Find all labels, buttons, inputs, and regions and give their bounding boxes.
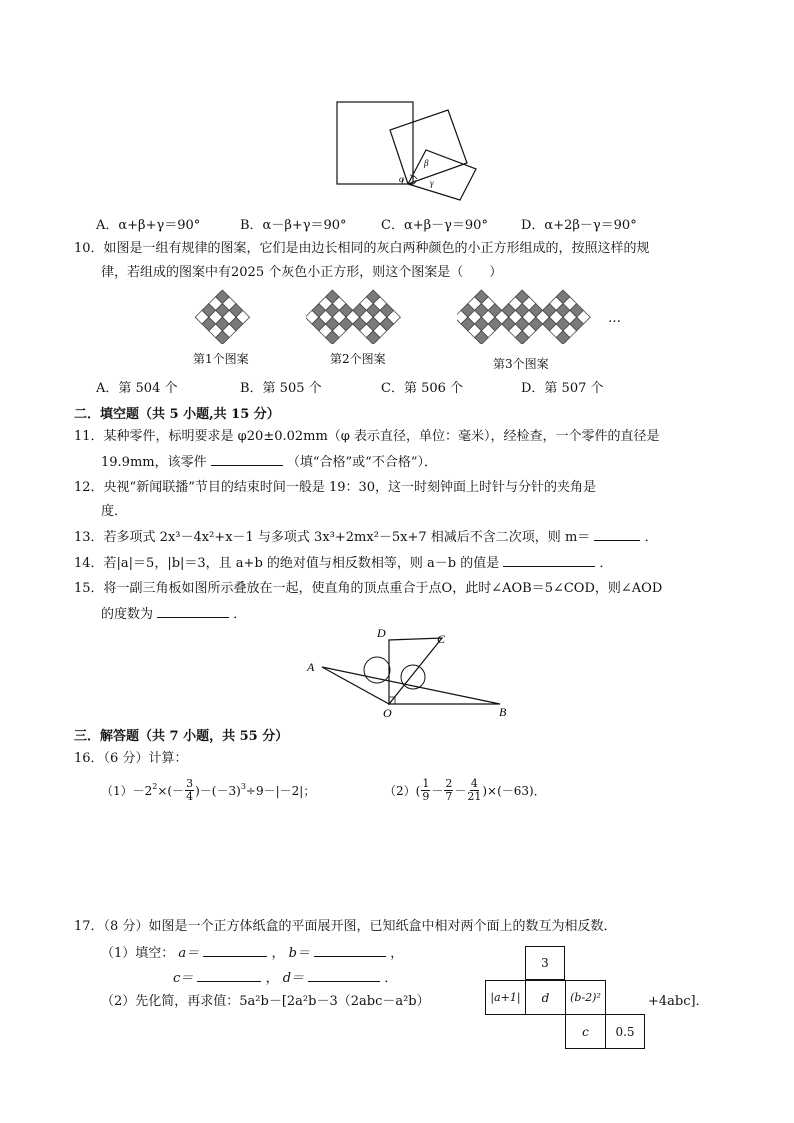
q16-p1-tail: ÷9－|－2|； <box>245 783 316 798</box>
q15-triangles-figure <box>300 624 520 720</box>
q10-option-b: B．第 505 个 <box>240 381 322 396</box>
q17-fill-label: （1）填空： <box>101 946 175 961</box>
q16-p1-exponent2: 3 <box>240 781 246 791</box>
q10-option-c: C．第 506 个 <box>381 381 464 396</box>
q9-option-c: C．α+β－γ＝90° <box>381 218 488 233</box>
q13-text <box>74 528 658 547</box>
q14-end: ． <box>599 556 613 571</box>
q16-p1-exponent: 2 <box>152 781 158 791</box>
q17-d-blank[interactable] <box>308 969 380 982</box>
q10-caption-2: 第2个图案 <box>330 352 386 366</box>
q11-text-part2: （填“合格”或“不合格”）． <box>286 455 437 470</box>
q16-p2-fraction1 <box>421 778 430 803</box>
q14-stem: 14．若|a|＝5，|b|＝3，且 a+b 的绝对值与相反数相等，则 a－b 的值是 <box>74 556 500 571</box>
q15-circle-left <box>364 657 390 683</box>
q15-text-line2 <box>101 605 246 624</box>
section-3-heading: 三．解答题（共 7 小题，共 55 分） <box>74 729 289 744</box>
q11-text-line1: 11．某种零件，标明要求是 φ20±0.02mm（φ 表示直径，单位：毫米），经检查，一个零件的直径是 <box>74 429 660 444</box>
q16-p1-after: )－(－3) <box>195 783 241 798</box>
net-cell-center: d <box>525 980 566 1015</box>
q16-p2-f3-num: 4 <box>470 777 478 790</box>
q16-part2 <box>384 778 546 803</box>
q15-label-c: C <box>437 632 446 646</box>
q16-p2-minus1: － <box>431 783 444 798</box>
q15-label-o: O <box>383 706 392 720</box>
q16-p1-denominator: 4 <box>186 790 194 803</box>
q10-pattern-3 <box>457 286 597 348</box>
q16-p2-f1-num: 1 <box>422 777 430 790</box>
q16-p2-f1-den: 9 <box>422 790 430 803</box>
q15-label-d: D <box>377 626 386 640</box>
q14-answer-blank[interactable] <box>503 554 595 567</box>
q16-p1-label: （1）－2 <box>101 783 153 798</box>
q10-option-a: A．第 504 个 <box>96 381 178 396</box>
q9-big-square <box>337 102 413 184</box>
q17-c-label: c＝ <box>173 971 194 986</box>
q16-part1 <box>101 778 315 803</box>
q16-p2-tail: )×(－63)． <box>482 783 546 798</box>
q11-text-line2 <box>101 453 437 472</box>
q10-option-d: D．第 507 个 <box>521 381 604 396</box>
q16-p2-minus2: － <box>454 783 467 798</box>
q16-p1-numerator: 3 <box>186 777 194 790</box>
net-cell-right: (b-2)² <box>565 980 606 1015</box>
q16-p2-fraction2 <box>444 778 453 803</box>
q16-p2-f2-num: 2 <box>445 777 453 790</box>
q13-end: ． <box>644 530 658 545</box>
q17-comma1: ， <box>271 946 285 961</box>
q12-text-line1: 12．央视“新闻联播”节目的结束时间一般是 19：30，这一时刻钟面上时针与分针的夹角是 <box>74 480 597 495</box>
q17-part2-end: +4abc]． <box>648 994 709 1009</box>
q17-b-blank[interactable] <box>314 944 386 957</box>
q15-label-a: A <box>307 660 315 674</box>
q10-ellipsis: … <box>608 311 621 326</box>
q17-fill-row1 <box>101 944 403 963</box>
q16-p2-f2-den: 7 <box>445 790 453 803</box>
q17-a-label: a＝ <box>178 946 200 961</box>
q17-fill-row2 <box>173 969 397 988</box>
q16-p2-label: （2）( <box>384 783 421 798</box>
q9-option-d: D．α+2β－γ＝90° <box>521 218 637 233</box>
net-cell-left: |a+1| <box>485 980 526 1015</box>
net-cell-top: 3 <box>525 946 565 980</box>
q16-p1-fraction <box>185 778 194 803</box>
q17-period: ． <box>384 971 398 986</box>
q15-text-part2: ． <box>233 607 247 622</box>
net-cell-bottom: c <box>565 1014 606 1049</box>
q17-cube-net <box>485 946 647 1050</box>
q10-caption-3: 第3个图案 <box>493 357 549 371</box>
q13-answer-blank[interactable] <box>594 528 640 541</box>
q17-d-label: d＝ <box>282 971 305 986</box>
q15-triangle-doc <box>389 638 442 704</box>
q10-text-line1: 10．如图是一组有规律的图案，它们是由边长相同的灰白两种颜色的小正方形组成的，按照这样的规 <box>74 241 650 256</box>
q15-text-part1: 的度数为 <box>101 607 154 622</box>
q9-small-square <box>408 150 476 200</box>
net-cell-far: 0.5 <box>605 1014 645 1049</box>
q11-text-part1: 19.9mm，该零件 <box>101 455 207 470</box>
q11-answer-blank[interactable] <box>211 453 283 466</box>
q17-text-line1: 17．（8 分）如图是一个正方体纸盒的平面展开图，已知纸盒中相对两个面上的数互为相反数． <box>74 919 617 934</box>
q15-label-b: B <box>499 705 507 719</box>
q9-squares-figure <box>330 96 490 216</box>
q16-heading: 16．（6 分）计算： <box>74 751 188 766</box>
q17-c-blank[interactable] <box>197 969 261 982</box>
q17-comma3: ， <box>265 971 279 986</box>
q9-alpha-label: α <box>399 174 404 184</box>
q10-pattern-2 <box>306 286 406 348</box>
q10-pattern-1 <box>194 286 252 348</box>
q17-a-blank[interactable] <box>203 944 267 957</box>
q14-text <box>74 554 613 573</box>
q12-text-line2: 度． <box>101 504 128 519</box>
q9-option-b: B．α－β+γ＝90° <box>240 218 347 233</box>
q9-beta-label: β <box>424 158 429 168</box>
q17-comma2: ， <box>390 946 404 961</box>
q9-option-a: A．α+β+γ＝90° <box>96 218 201 233</box>
q13-stem: 13．若多项式 2x³－4x²+x－1 与多项式 3x³+2mx²－5x+7 相减后不含二次项，则 m＝ <box>74 530 591 545</box>
q10-text-line2: 律，若组成的图案中有2025 个灰色小正方形，则这个图案是（ ） <box>101 265 503 280</box>
q9-mid-square <box>390 110 467 184</box>
q16-p2-f3-den: 21 <box>467 790 482 803</box>
section-2-heading: 二．填空题（共 5 小题,共 15 分） <box>74 407 280 422</box>
q15-text-line1: 15．将一副三角板如图所示叠放在一起，使直角的顶点重合于点O，此时∠AOB＝5∠COD，则∠AOD <box>74 581 663 596</box>
q15-answer-blank[interactable] <box>157 605 229 618</box>
q16-p1-mid: ×(－ <box>157 783 185 798</box>
q17-part2-text: （2）先化简，再求值：5a²b－[2a²b－3（2abc－a²b） <box>101 994 430 1009</box>
q9-gamma-label: γ <box>430 178 434 188</box>
q16-p2-fraction3 <box>467 778 481 803</box>
q17-b-label: b＝ <box>288 946 310 961</box>
q15-triangle-aob <box>322 667 500 704</box>
q10-caption-1: 第1个图案 <box>193 352 249 366</box>
